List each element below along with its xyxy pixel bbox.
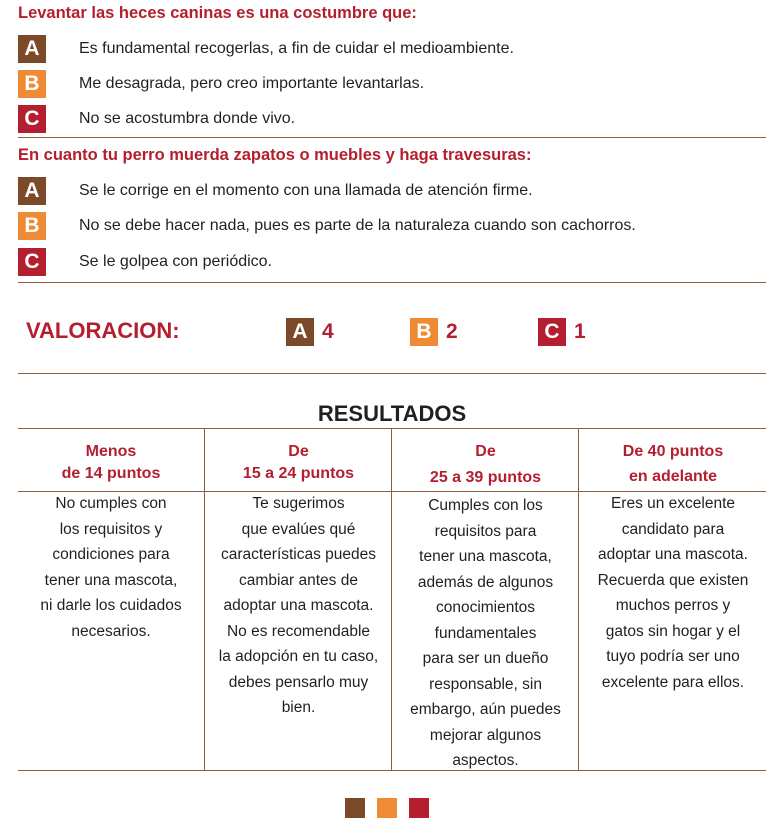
body-line: conocimientos bbox=[435, 599, 536, 616]
body-line: tener una mascota, bbox=[44, 571, 178, 589]
valoracion-item-c bbox=[538, 318, 586, 346]
result-column-body bbox=[205, 491, 392, 721]
valoracion-points-c: 1 bbox=[574, 320, 586, 343]
question-2-title: En cuanto tu perro muerda zapatos o muebles y haga travesuras: bbox=[18, 146, 532, 164]
body-line: candidato para bbox=[621, 520, 725, 538]
body-line: bien. bbox=[281, 699, 316, 716]
body-line: necesarios. bbox=[71, 622, 151, 640]
option-b-badge: B bbox=[410, 318, 438, 346]
body-line: muchos perros y bbox=[615, 597, 731, 614]
q1-option-a-text: Es fundamental recogerlas, a fin de cuidar el medioambiente. bbox=[79, 40, 514, 57]
resultados-title: RESULTADOS bbox=[317, 401, 467, 426]
q2-option-c[interactable] bbox=[18, 248, 273, 276]
body-line: No es recomendable bbox=[226, 622, 371, 640]
result-column-1 bbox=[18, 429, 204, 770]
option-a-badge: A bbox=[18, 35, 46, 63]
body-line: cambiar antes de bbox=[239, 571, 358, 589]
body-line: embargo, aún puedes bbox=[410, 701, 561, 718]
body-line: adoptar una mascota. bbox=[223, 597, 374, 614]
body-line: ni darle los cuidados bbox=[40, 597, 182, 614]
result-column-header bbox=[392, 439, 579, 491]
result-column-4 bbox=[578, 429, 767, 770]
result-column-3 bbox=[391, 429, 579, 770]
body-line: que evalúes qué bbox=[241, 520, 356, 538]
header-line: en adelante bbox=[628, 468, 718, 485]
header-line: 15 a 24 puntos bbox=[242, 465, 355, 482]
q1-option-c[interactable] bbox=[18, 105, 296, 133]
divider bbox=[18, 373, 766, 374]
header-line: 25 a 39 puntos bbox=[429, 469, 542, 486]
q2-option-c-text: Se le golpea con periódico. bbox=[79, 253, 273, 270]
q1-option-b[interactable] bbox=[18, 70, 425, 98]
body-line: Eres un excelente bbox=[610, 495, 736, 512]
body-line: Recuerda que existen bbox=[597, 571, 749, 589]
body-line: mejorar algunos bbox=[429, 726, 542, 744]
brown-square-icon bbox=[345, 798, 365, 818]
body-line: Cumples con los bbox=[428, 497, 543, 514]
q1-option-c-text: No se acostumbra donde vivo. bbox=[79, 110, 296, 127]
q2-option-a[interactable] bbox=[18, 177, 533, 205]
body-line: No cumples con bbox=[55, 495, 167, 512]
option-b-badge: B bbox=[18, 70, 46, 98]
q2-option-b[interactable] bbox=[18, 212, 636, 240]
body-line: fundamentales bbox=[434, 624, 537, 642]
q1-option-a[interactable] bbox=[18, 35, 514, 63]
result-column-header bbox=[205, 441, 392, 485]
valoracion-item-a bbox=[286, 318, 334, 346]
orange-square-icon bbox=[377, 798, 397, 818]
body-line: para ser un dueño bbox=[422, 650, 549, 667]
body-line: características puedes bbox=[220, 546, 377, 563]
result-column-body bbox=[579, 491, 767, 695]
body-line: responsable, sin bbox=[429, 675, 542, 693]
body-line: condiciones para bbox=[52, 546, 170, 563]
body-line: los requisitos y bbox=[59, 520, 163, 538]
divider bbox=[18, 282, 766, 283]
valoracion-title: VALORACION: bbox=[26, 318, 180, 343]
body-line: requisitos para bbox=[434, 522, 537, 540]
header-line: De bbox=[475, 443, 496, 460]
option-b-badge: B bbox=[18, 212, 46, 240]
body-line: la adopción en tu caso, bbox=[218, 648, 379, 665]
option-c-badge: C bbox=[18, 105, 46, 133]
body-line: excelente para ellos. bbox=[601, 673, 745, 691]
header-line: De 40 puntos bbox=[622, 443, 724, 460]
divider bbox=[18, 137, 766, 138]
body-line: adoptar una mascota. bbox=[598, 546, 748, 563]
body-line: aspectos. bbox=[452, 752, 519, 769]
red-square-icon bbox=[409, 798, 429, 818]
body-line: debes pensarlo muy bbox=[228, 673, 369, 691]
q1-option-b-text: Me desagrada, pero creo importante levantarlas. bbox=[79, 75, 425, 92]
body-line: tener una mascota, bbox=[419, 548, 552, 565]
header-line: de 14 puntos bbox=[61, 465, 161, 482]
option-c-badge: C bbox=[538, 318, 566, 346]
result-column-body bbox=[392, 493, 579, 774]
result-column-header bbox=[579, 439, 767, 489]
valoracion-item-b bbox=[410, 318, 458, 346]
resultados-table bbox=[18, 428, 766, 771]
color-squares bbox=[345, 798, 429, 818]
body-line: gatos sin hogar y el bbox=[605, 622, 741, 640]
valoracion-points-b: 2 bbox=[446, 320, 458, 343]
result-column-2 bbox=[204, 429, 392, 770]
option-a-badge: A bbox=[18, 177, 46, 205]
header-line: De bbox=[288, 443, 309, 460]
valoracion-points-a: 4 bbox=[322, 320, 334, 343]
result-column-body bbox=[18, 491, 204, 644]
body-line: tuyo podría ser uno bbox=[606, 648, 740, 665]
option-c-badge: C bbox=[18, 248, 46, 276]
q2-option-a-text: Se le corrige en el momento con una llamada de atención firme. bbox=[79, 182, 533, 199]
q2-option-b-text: No se debe hacer nada, pues es parte de la naturaleza cuando son cachorros. bbox=[79, 217, 636, 234]
body-line: además de algunos bbox=[417, 573, 554, 591]
option-a-badge: A bbox=[286, 318, 314, 346]
result-column-header bbox=[18, 441, 204, 485]
header-line: Menos bbox=[85, 443, 137, 460]
question-1-title: Levantar las heces caninas es una costumbre que: bbox=[18, 4, 417, 22]
body-line: Te sugerimos bbox=[252, 495, 345, 512]
